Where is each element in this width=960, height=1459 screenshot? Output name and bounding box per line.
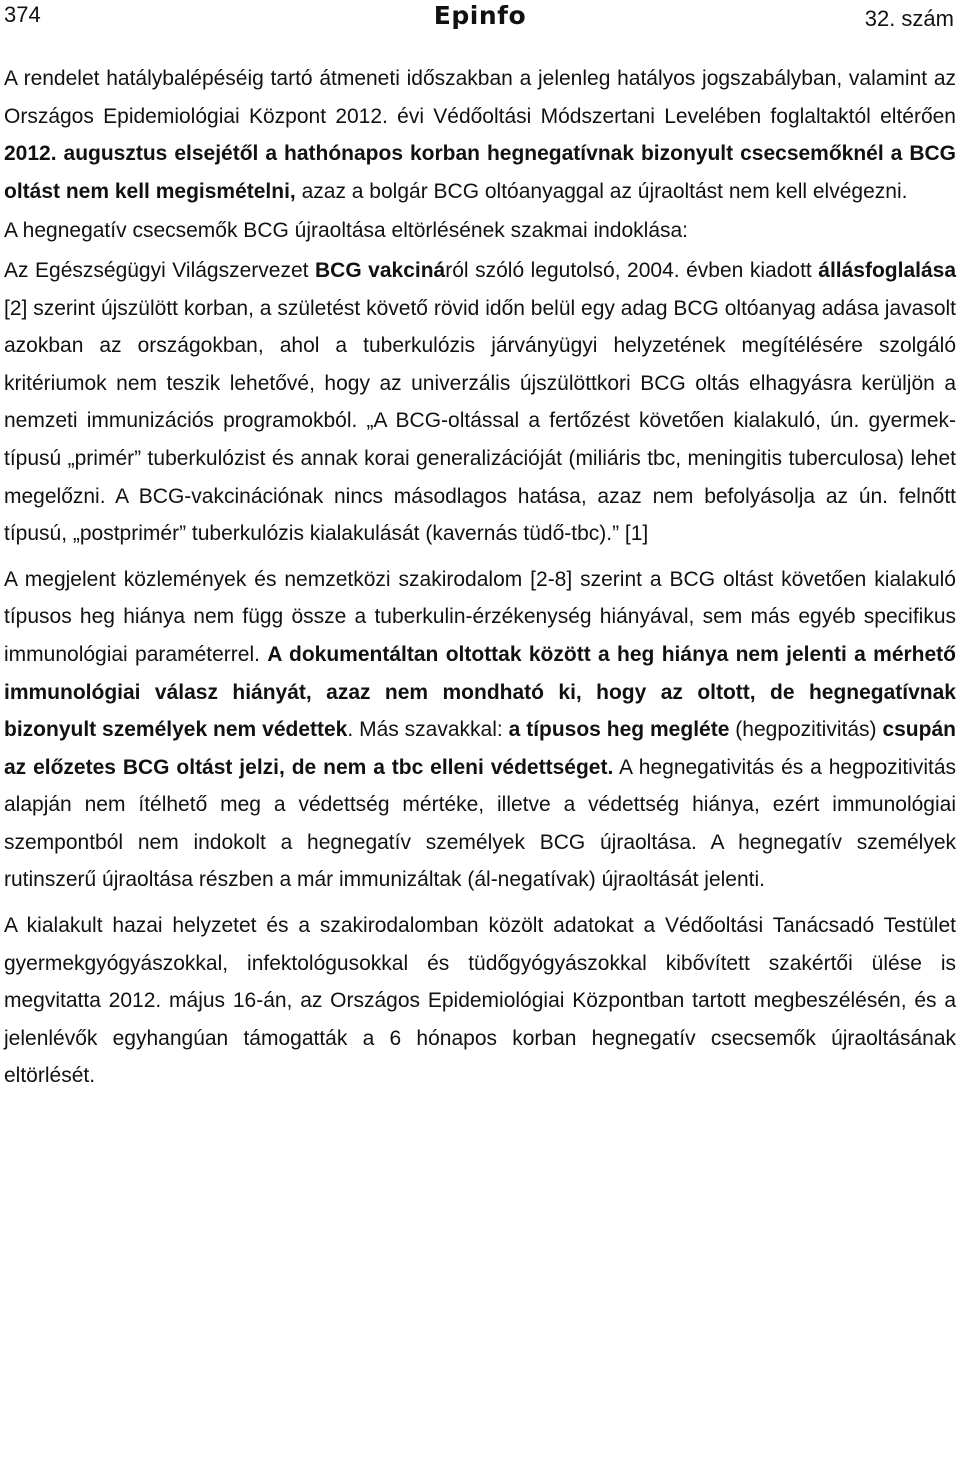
text-span: [2] szerint újszülött korban, a születést követő rövid időn belül egy adag BCG oltóanyag adása javasolt azokban az országokban, ahol a tuberkulózis járványügyi helyzetének megítélésére szolgáló kritériumok nem teszik lehetővé, hogy az univerzális újszülöttkori BCG oltás elhagyásra kerüljön a nemzeti immunizációs programokból. „A BCG-oltással a fertőzést követően kialakuló, ún. gyermek-típusú „primér” tuberkulózist és annak korai generalizációját (miliáris tbc, meningitis tuberculosa) lehet megelőzni. A BCG-vakcinációnak nincs másodlagos hatása, azaz nem befolyásolja az ún. felnőtt típusú, „postprimér” tuberkulózis kialakulását (kavernás tüdő-tbc).” [1] (4, 296, 956, 546)
page-header (0, 0, 960, 44)
bold-text: 2012. augusztus elsejétől a hathónapos korban hegnegatívnak bizonyult csecsemőknél a BCG oltást nem kell megismételni, (4, 142, 956, 203)
text-span: ról szóló legutolsó, 2004. évben kiadott (445, 258, 819, 282)
text-span: A hegnegativitás és a hegpozitivitás alapján nem ítélhető meg a védettség mértéke, illetve a védettség hiánya, ezért immunológiai szempontból nem indokolt a hegnegatív személyek BCG újraoltása. A hegnegatív személyek rutinszerű újraoltása részben a már immunizáltak (ál-negatívak) újraoltását jelenti. (4, 755, 956, 892)
paragraph-who-position (4, 252, 956, 553)
bold-text: A dokumentáltan oltottak között a heg hiánya nem jelenti a mérhető immunológiai válasz hiányát, azaz nem mondható ki, hogy az oltott, de hegnegatívnak bizonyult személyek nem védettek (4, 642, 956, 742)
issue-number: 32. szám (864, 6, 954, 31)
bold-text: BCG vakciná (315, 258, 446, 282)
journal-logo: Epinfo (433, 1, 527, 30)
text-span: azaz a bolgár BCG oltóanyaggal az újraoltást nem kell elvégezni. (295, 179, 908, 203)
paragraph-literature (4, 561, 956, 899)
paragraph-justification-heading: A hegnegatív csecsemők BCG újraoltása eltörlésének szakmai indoklása: (4, 219, 689, 243)
text-span: A megjelent közlemények és nemzetközi szakirodalom [2-8] szerint a BCG oltást követően kialakuló típusos heg hiánya nem függ össze a tuberkulin-érzékenység hiányával, sem más egyéb specifikus immunológiai paraméterrel. (4, 567, 956, 666)
text-span: (hegpozitivitás) (729, 718, 883, 742)
paragraph-transition-period (4, 60, 956, 210)
text-span: . Más szavakkal: (347, 718, 509, 742)
page-number: 374 (4, 2, 41, 27)
paragraph-committee-decision: A kialakult hazai helyzetet és a szakirodalomban közölt adatokat a Védőoltási Tanácsadó Testület gyermekgyógyászokkal, infektológusokkal és tüdőgyógyászokkal kibővített szakértői ülése is megvitatta 2012. május 16-án, az Országos Epidemiológiai Központban tartott megbeszélésén, és a jelenlévők egyhangúan támogatták a 6 hónapos korban hegnegatív csecsemők újraoltásának eltörlését. (4, 914, 956, 1088)
text-span: A rendelet hatálybalépéséig tartó átmeneti időszakban a jelenleg hatályos jogszabályban, valamint az Országos Epidemiológiai Központ 2012. évi Védőoltási Módszertani Levelében foglaltaktól eltérően (4, 67, 956, 128)
bold-text: csupán az előzetes BCG oltást jelzi, de nem a tbc elleni védettséget. (4, 718, 956, 779)
article-body (4, 60, 956, 1095)
text-span: Az Egészségügyi Világszervezet (4, 258, 315, 282)
bold-text: állásfoglalása (818, 258, 957, 282)
bold-text: a típusos heg megléte (508, 718, 730, 742)
